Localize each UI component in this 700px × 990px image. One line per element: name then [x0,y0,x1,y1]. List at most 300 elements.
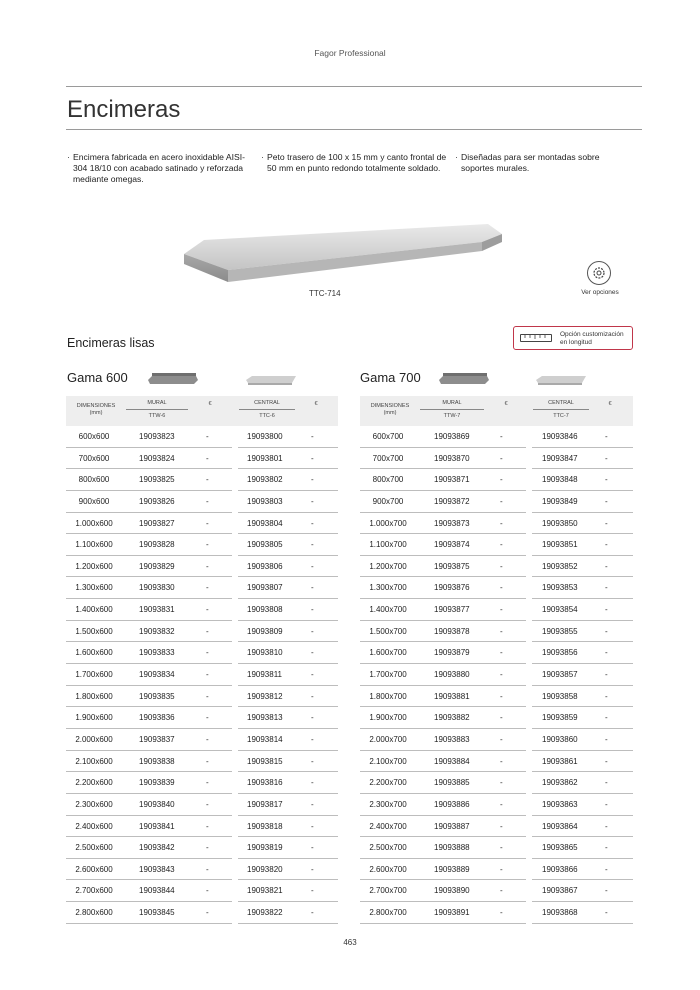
row-divider [66,620,232,621]
ver-opciones-link[interactable]: Ver opciones [581,289,619,296]
central-code-cell: 19093852 [542,561,578,571]
mural-price-cell: - [206,756,209,766]
mural-code-cell: 19093834 [139,670,175,680]
row-divider [66,447,232,448]
dimension-cell: 600x700 [372,432,404,441]
row-divider [66,728,232,729]
table-header [66,396,338,426]
dimension-cell: 1.800x700 [369,691,407,701]
mural-code-cell: 19093879 [434,648,470,658]
dimension-cell: 2.400x600 [75,821,113,831]
central-price-cell: - [311,453,314,463]
central-code-cell: 19093848 [542,475,578,485]
central-price-cell: - [605,756,608,766]
row-divider [532,447,633,448]
mural-price-cell: - [206,691,209,701]
dimension-cell: 1.700x600 [75,670,113,680]
mural-code-cell: 19093825 [139,475,175,485]
dimension-cell: 1.000x700 [369,518,407,528]
mural-price-cell: - [500,475,503,485]
mural-code-cell: 19093869 [434,432,470,441]
row-divider [532,641,633,642]
row-divider [238,620,338,621]
mural-code-cell: 19093837 [139,734,175,744]
mural-price-cell: - [500,626,503,636]
mural-price-cell: - [206,605,209,615]
dimension-cell: 2.300x700 [369,799,407,809]
dimension-cell: 1.400x600 [75,605,113,615]
row-divider [532,771,633,772]
central-price-cell: - [605,713,608,723]
dimension-cell: 1.200x600 [75,561,113,571]
mural-code-cell: 19093830 [139,583,175,593]
central-code-cell: 19093803 [247,496,283,506]
header-central-model: TTC-6 [259,413,275,419]
central-code-cell: 19093815 [247,756,283,766]
central-price-cell: - [311,756,314,766]
mural-price-cell: - [206,626,209,636]
mural-price-cell: - [206,713,209,723]
mural-code-cell: 19093841 [139,821,175,831]
mural-price-cell: - [500,496,503,506]
product-image [182,220,504,290]
row-divider [360,663,526,664]
central-code-cell: 19093860 [542,734,578,744]
customization-label: Opción customización en longitud [560,331,624,346]
row-divider [360,555,526,556]
central-code-cell: 19093819 [247,843,283,853]
row-divider [532,706,633,707]
central-code-cell: 19093805 [247,540,283,550]
dimension-cell: 1.500x700 [369,626,407,636]
central-price-cell: - [311,799,314,809]
central-code-cell: 19093807 [247,583,283,593]
mural-code-cell: 19093845 [139,908,175,918]
row-divider [360,620,526,621]
customization-badge [513,326,633,350]
header-divider [533,409,589,410]
central-price-cell: - [605,799,608,809]
central-code-cell: 19093808 [247,605,283,615]
mural-price-cell: - [206,821,209,831]
row-divider [66,641,232,642]
row-divider [532,836,633,837]
row-divider [360,879,526,880]
row-divider [238,858,338,859]
product-caption: TTC-714 [309,289,341,298]
row-divider [238,923,338,924]
central-price-cell: - [311,583,314,593]
dimension-cell: 900x700 [372,496,404,506]
divider [66,129,642,130]
row-divider [532,728,633,729]
dimension-cell: 1.600x700 [369,648,407,658]
central-code-cell: 19093801 [247,453,283,463]
row-divider [66,901,232,902]
dimension-cell: 2.300x600 [75,799,113,809]
mural-code-cell: 19093890 [434,886,470,896]
row-divider [238,490,338,491]
central-price-cell: - [311,605,314,615]
dimension-cell: 2.400x700 [369,821,407,831]
mural-code-cell: 19093828 [139,540,175,550]
central-price-cell: - [605,453,608,463]
central-price-cell: - [311,908,314,918]
central-price-cell: - [605,734,608,744]
central-price-cell: - [311,821,314,831]
dimension-cell: 2.600x700 [369,864,407,874]
mural-price-cell: - [206,734,209,744]
central-price-cell: - [605,518,608,528]
row-divider [532,663,633,664]
dimension-cell: 1.100x700 [369,540,407,550]
row-divider [360,815,526,816]
mural-price-cell: - [500,778,503,788]
feature-item: · Diseñadas para ser montadas sobre soportes murales. [455,152,600,173]
header-mural-model: TTW-6 [148,413,166,419]
central-price-cell: - [311,864,314,874]
header-divider [239,409,295,410]
central-code-cell: 19093809 [247,626,283,636]
row-divider [360,771,526,772]
central-code-cell: 19093814 [247,734,283,744]
row-divider [66,879,232,880]
central-price-cell: - [605,843,608,853]
central-code-cell: 19093859 [542,713,578,723]
mural-price-cell: - [206,886,209,896]
mural-price-cell: - [500,583,503,593]
row-divider [66,685,232,686]
central-code-cell: 19093865 [542,843,578,853]
central-code-cell: 19093849 [542,496,578,506]
central-code-cell: 19093866 [542,864,578,874]
central-price-cell: - [311,475,314,485]
row-divider [532,923,633,924]
table-title-gama-700: Gama 700 [360,370,421,385]
central-price-cell: - [605,626,608,636]
header-mural-model: TTW-7 [443,413,461,419]
mural-code-cell: 19093886 [434,799,470,809]
mural-price-cell: - [206,475,209,485]
central-code-cell: 19093811 [247,670,282,680]
mural-code-cell: 19093889 [434,864,470,874]
divider [66,86,642,87]
mural-code-cell: 19093824 [139,453,175,463]
dimension-cell: 1.300x600 [75,583,113,593]
mural-code-cell: 19093833 [139,648,175,658]
central-code-cell: 19093812 [247,691,283,701]
mural-code-cell: 19093842 [139,843,175,853]
dimension-cell: 2.700x600 [75,886,113,896]
row-divider [360,901,526,902]
mural-table-thumbnail [438,372,490,386]
header-central-model: TTC-7 [553,413,569,419]
row-divider [66,836,232,837]
row-divider [238,750,338,751]
mural-price-cell: - [206,518,209,528]
mural-price-cell: - [500,432,503,441]
central-price-cell: - [311,432,314,441]
row-divider [360,728,526,729]
central-price-cell: - [605,496,608,506]
central-code-cell: 19093850 [542,518,578,528]
feature-text: Encimera fabricada en acero inoxidable AISI-304 18/10 con acabado satinado y reforzada mediante omegas. [73,152,245,184]
dimension-cell: 2.500x600 [75,843,113,853]
central-price-cell: - [605,561,608,571]
central-code-cell: 19093822 [247,908,283,918]
feature-item: · Peto trasero de 100 x 15 mm y canto frontal de 50 mm en punto redondo totalmente soldado. [261,152,447,173]
mural-code-cell: 19093882 [434,713,470,723]
central-code-cell: 19093863 [542,799,578,809]
central-price-cell: - [311,540,314,550]
central-code-cell: 19093804 [247,518,283,528]
dimension-cell: 1.200x700 [369,561,407,571]
row-divider [66,555,232,556]
dimension-cell: 2.000x600 [75,734,113,744]
central-price-cell: - [605,540,608,550]
mural-code-cell: 19093872 [434,496,470,506]
central-code-cell: 19093854 [542,605,578,615]
mural-price-cell: - [500,713,503,723]
row-divider [360,923,526,924]
dimension-cell: 2.600x600 [75,864,113,874]
central-code-cell: 19093853 [542,583,578,593]
mural-price-cell: - [500,670,503,680]
row-divider [360,641,526,642]
central-price-cell: - [605,605,608,615]
feature-item: · Encimera fabricada en acero inoxidable AISI-304 18/10 con acabado satinado y reforzada mediante omegas. [67,152,245,184]
dimension-cell: 700x600 [78,453,110,463]
mural-code-cell: 19093827 [139,518,175,528]
central-price-cell: - [311,691,314,701]
central-price-cell: - [605,432,608,441]
header-central: CENTRAL [254,400,280,406]
mural-price-cell: - [500,648,503,658]
central-code-cell: 19093867 [542,886,578,896]
mural-price-cell: - [500,518,503,528]
row-divider [238,815,338,816]
mural-price-cell: - [206,864,209,874]
central-price-cell: - [605,583,608,593]
row-divider [66,533,232,534]
central-price-cell: - [311,496,314,506]
central-price-cell: - [311,843,314,853]
mural-price-cell: - [206,799,209,809]
row-divider [238,901,338,902]
page-title: Encimeras [67,96,181,123]
dimension-cell: 1.400x700 [369,605,407,615]
central-price-cell: - [311,778,314,788]
row-divider [238,468,338,469]
row-divider [238,706,338,707]
mural-price-cell: - [500,453,503,463]
row-divider [238,663,338,664]
ruler-icon [520,334,552,342]
dimension-cell: 2.000x700 [369,734,407,744]
mural-code-cell: 19093887 [434,821,470,831]
mural-code-cell: 19093881 [434,691,470,701]
central-price-cell: - [311,670,314,680]
central-price-cell: - [605,886,608,896]
central-price-cell: - [311,734,314,744]
mural-code-cell: 19093844 [139,886,175,896]
central-code-cell: 19093861 [542,756,578,766]
central-code-cell: 19093816 [247,778,283,788]
central-code-cell: 19093857 [542,670,578,680]
central-price-cell: - [605,821,608,831]
central-price-cell: - [605,778,608,788]
row-divider [360,858,526,859]
feature-text: Peto trasero de 100 x 15 mm y canto frontal de 50 mm en punto redondo totalmente soldado. [267,152,447,173]
mural-price-cell: - [500,540,503,550]
mural-price-cell: - [500,605,503,615]
central-price-cell: - [605,475,608,485]
row-divider [360,468,526,469]
dimension-cell: 2.700x700 [369,886,407,896]
mural-price-cell: - [206,778,209,788]
mural-price-cell: - [206,453,209,463]
row-divider [360,793,526,794]
row-divider [532,468,633,469]
central-code-cell: 19093855 [542,626,578,636]
header-mural: MURAL [147,400,167,406]
row-divider [532,685,633,686]
header-currency: € [314,401,318,407]
central-price-cell: - [311,713,314,723]
row-divider [66,468,232,469]
central-code-cell: 19093800 [247,432,283,441]
row-divider [238,879,338,880]
header-currency: € [208,401,212,407]
central-code-cell: 19093847 [542,453,578,463]
row-divider [238,728,338,729]
central-code-cell: 19093802 [247,475,283,485]
dimension-cell: 1.500x600 [75,626,113,636]
header-dimensions: DIMENSIONES (mm) [370,403,410,416]
central-code-cell: 19093821 [247,886,283,896]
dimension-cell: 800x600 [78,475,110,485]
mural-price-cell: - [206,561,209,571]
header-divider [420,409,484,410]
row-divider [532,598,633,599]
row-divider [238,555,338,556]
central-price-cell: - [605,691,608,701]
dimension-cell: 1.000x600 [75,518,113,528]
central-price-cell: - [605,908,608,918]
row-divider [532,858,633,859]
dimension-cell: 1.700x700 [369,670,407,680]
header-mural: MURAL [442,400,462,406]
mural-price-cell: - [206,670,209,680]
central-code-cell: 19093851 [542,540,578,550]
dimension-cell: 1.600x600 [75,648,113,658]
row-divider [532,901,633,902]
dimension-cell: 2.100x700 [369,756,407,766]
row-divider [238,598,338,599]
row-divider [532,750,633,751]
mural-code-cell: 19093840 [139,799,175,809]
mural-code-cell: 19093876 [434,583,470,593]
mural-price-cell: - [206,908,209,918]
row-divider [238,836,338,837]
dimension-cell: 2.100x600 [75,756,113,766]
row-divider [238,793,338,794]
feature-text: Diseñadas para ser montadas sobre soportes murales. [461,152,600,173]
mural-price-cell: - [500,843,503,853]
mural-price-cell: - [206,432,209,441]
row-divider [360,685,526,686]
central-code-cell: 19093858 [542,691,578,701]
row-divider [238,771,338,772]
row-divider [532,555,633,556]
central-table-thumbnail [535,372,587,386]
central-code-cell: 19093810 [247,648,283,658]
central-table-thumbnail [245,372,297,386]
row-divider [360,447,526,448]
dimension-cell: 2.200x600 [75,778,113,788]
row-divider [360,750,526,751]
dimension-cell: 700x700 [372,453,404,463]
mural-table-thumbnail [147,372,199,386]
header-currency: € [504,401,508,407]
mural-price-cell: - [500,908,503,918]
row-divider [238,533,338,534]
mural-code-cell: 19093829 [139,561,175,571]
dimension-cell: 1.900x700 [369,713,407,723]
mural-code-cell: 19093888 [434,843,470,853]
mural-code-cell: 19093839 [139,778,175,788]
row-divider [360,533,526,534]
row-divider [532,793,633,794]
section-title: Encimeras lisas [67,336,155,350]
central-code-cell: 19093818 [247,821,283,831]
mural-price-cell: - [500,734,503,744]
mural-code-cell: 19093885 [434,778,470,788]
dimension-cell: 2.500x700 [369,843,407,853]
row-divider [532,879,633,880]
central-code-cell: 19093868 [542,908,578,918]
central-code-cell: 19093864 [542,821,578,831]
central-price-cell: - [311,648,314,658]
central-price-cell: - [605,648,608,658]
mural-code-cell: 19093843 [139,864,175,874]
mural-code-cell: 19093823 [139,432,175,441]
row-divider [532,490,633,491]
row-divider [66,490,232,491]
row-divider [66,858,232,859]
row-divider [238,447,338,448]
row-divider [532,512,633,513]
row-divider [66,923,232,924]
mural-code-cell: 19093870 [434,453,470,463]
row-divider [532,620,633,621]
header-central: CENTRAL [548,400,574,406]
dimension-cell: 900x600 [78,496,110,506]
central-code-cell: 19093813 [247,713,283,723]
row-divider [360,512,526,513]
mural-code-cell: 19093871 [434,475,470,485]
row-divider [238,512,338,513]
mural-code-cell: 19093838 [139,756,175,766]
mural-code-cell: 19093880 [434,670,470,680]
dimension-cell: 2.800x700 [369,908,407,918]
row-divider [66,663,232,664]
mural-code-cell: 19093874 [434,540,470,550]
row-divider [238,685,338,686]
dimension-cell: 1.800x600 [75,691,113,701]
gear-icon[interactable] [587,261,611,285]
header-divider [126,409,188,410]
